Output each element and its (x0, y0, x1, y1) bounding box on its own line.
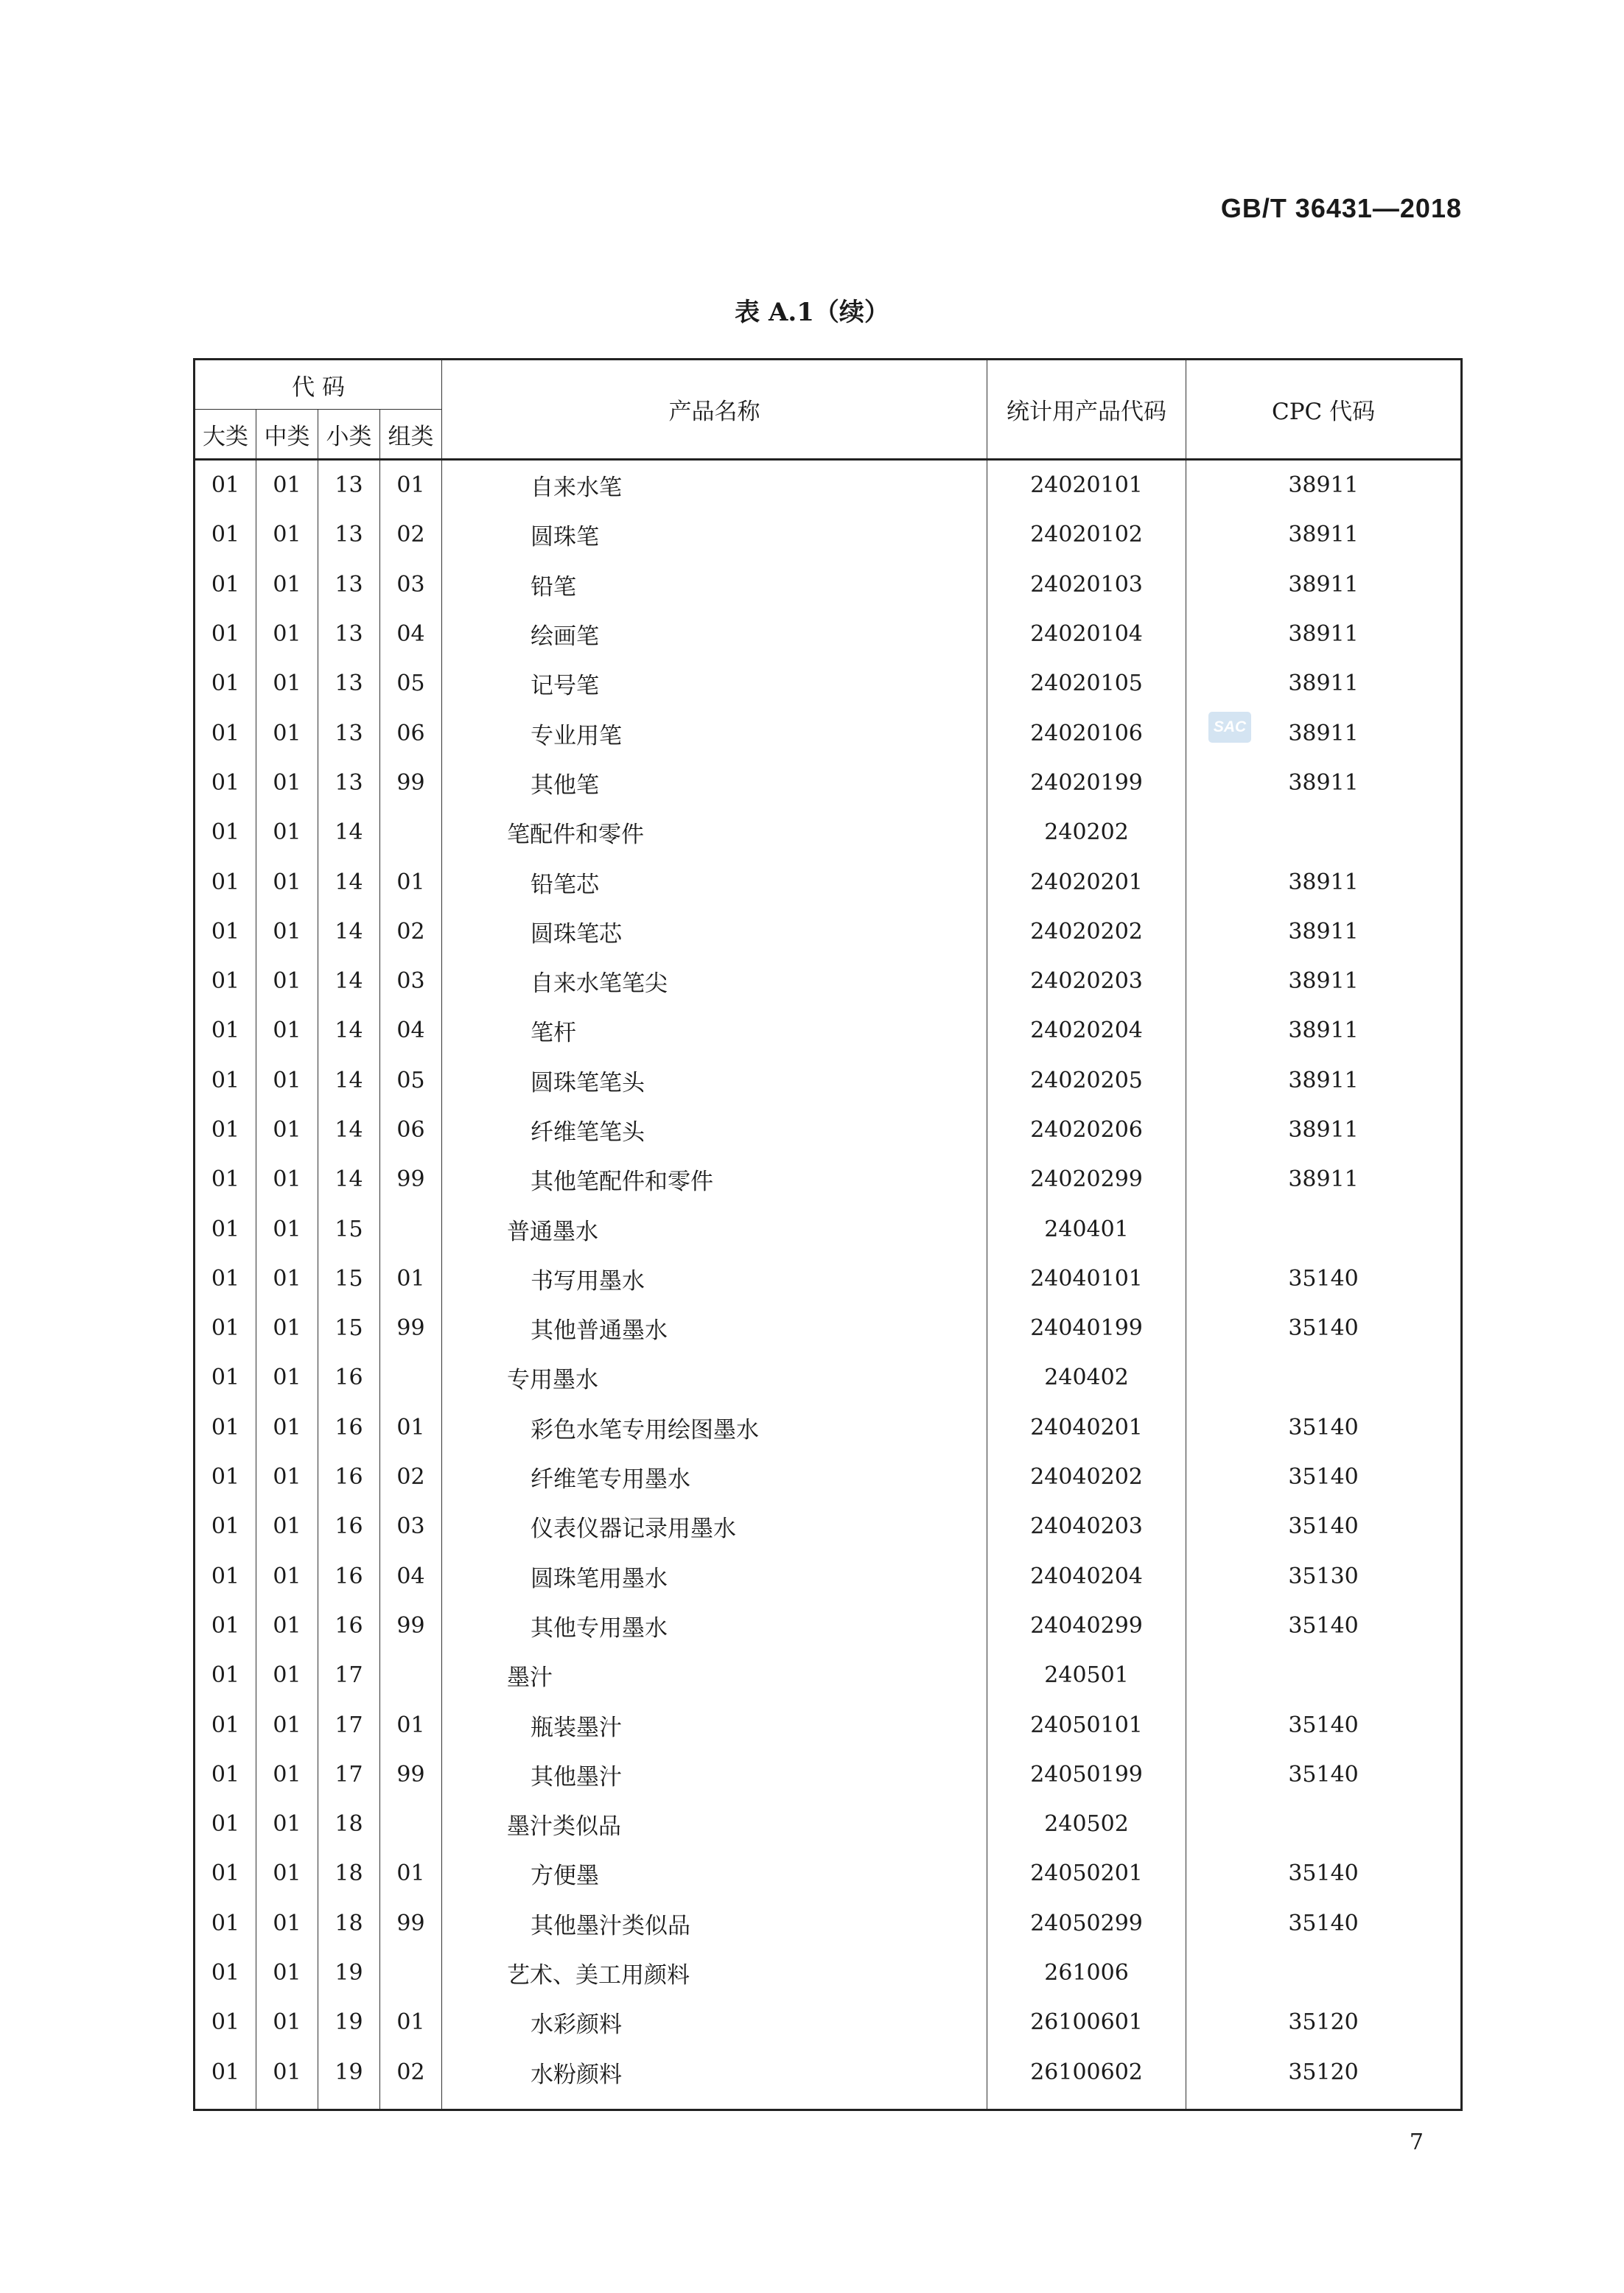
stat-code-cell: 24020101 (987, 460, 1186, 511)
cpc-code-cell: 38911 (1186, 758, 1462, 808)
cpc-code-cell: 35130 (1186, 1552, 1462, 1601)
middle-code-cell: 01 (256, 2048, 318, 2097)
product-name-cell: 圆珠笔芯 (442, 907, 987, 956)
major-code-cell: 01 (195, 560, 256, 609)
stat-code-cell: 261006 (987, 1948, 1186, 1998)
table-row (195, 560, 1462, 609)
major-code-cell: 01 (195, 1254, 256, 1303)
middle-code-cell: 01 (256, 1105, 318, 1155)
middle-code-cell: 01 (256, 460, 318, 511)
group-code-cell: 02 (380, 1452, 442, 1502)
minor-code-cell: 16 (318, 1552, 380, 1601)
product-name-cell: 其他普通墨水 (442, 1303, 987, 1353)
stat-code-cell: 24020105 (987, 659, 1186, 708)
stat-code-cell: 24020205 (987, 1056, 1186, 1105)
product-name-cell: 其他专用墨水 (442, 1601, 987, 1650)
major-code-cell: 01 (195, 907, 256, 956)
stat-code-header: 统计用产品代码 (987, 360, 1186, 460)
middle-code-cell: 01 (256, 808, 318, 857)
middle-code-cell: 01 (256, 907, 318, 956)
stat-code-cell: 240502 (987, 1799, 1186, 1849)
minor-code-cell: 13 (318, 659, 380, 708)
stat-code-cell: 240202 (987, 808, 1186, 857)
cpc-code-cell (1186, 1353, 1462, 1402)
sac-watermark-logo: SAC (1208, 712, 1251, 743)
major-class-header: 大类 (195, 410, 256, 460)
major-code-cell: 01 (195, 1700, 256, 1749)
middle-code-cell: 01 (256, 560, 318, 609)
table-row (195, 1204, 1462, 1253)
stat-code-cell: 24020104 (987, 609, 1186, 659)
group-code-cell: 99 (380, 758, 442, 808)
table-row (195, 1700, 1462, 1749)
table-row (195, 1353, 1462, 1402)
product-name-cell: 纤维笔专用墨水 (442, 1452, 987, 1502)
stat-code-cell: 24020299 (987, 1155, 1186, 1204)
major-code-cell: 01 (195, 1403, 256, 1452)
group-code-cell (380, 808, 442, 857)
minor-code-cell: 16 (318, 1601, 380, 1650)
group-code-cell: 03 (380, 956, 442, 1006)
product-name-cell: 彩色水笔专用绘图墨水 (442, 1403, 987, 1452)
table-row (195, 1006, 1462, 1055)
product-name-cell: 铅笔 (442, 560, 987, 609)
major-code-cell: 01 (195, 708, 256, 757)
cpc-code-cell (1186, 1204, 1462, 1253)
table-row (195, 956, 1462, 1006)
product-name-cell: 专业用笔 (442, 708, 987, 757)
stat-code-cell: 24020106 (987, 708, 1186, 757)
product-name-cell: 水彩颜料 (442, 1998, 987, 2047)
group-code-cell: 01 (380, 460, 442, 511)
cpc-code-cell: 38911 (1186, 907, 1462, 956)
table-row (195, 1155, 1462, 1204)
stat-code-cell: 24020103 (987, 560, 1186, 609)
minor-code-cell: 14 (318, 808, 380, 857)
middle-code-cell: 01 (256, 956, 318, 1006)
middle-code-cell: 01 (256, 1502, 318, 1551)
table-row (195, 1403, 1462, 1452)
spacer-cell (380, 2097, 442, 2110)
group-code-cell: 01 (380, 1254, 442, 1303)
cpc-code-cell: 35140 (1186, 1303, 1462, 1353)
group-code-cell: 03 (380, 1502, 442, 1551)
minor-code-cell: 16 (318, 1353, 380, 1402)
middle-code-cell: 01 (256, 1353, 318, 1402)
middle-code-cell: 01 (256, 1303, 318, 1353)
spacer-cell (1186, 2097, 1462, 2110)
product-code-table (193, 358, 1463, 2111)
major-code-cell: 01 (195, 1650, 256, 1700)
group-code-cell: 04 (380, 609, 442, 659)
table-row (195, 609, 1462, 659)
minor-code-cell: 14 (318, 1105, 380, 1155)
minor-code-cell: 16 (318, 1452, 380, 1502)
table-row (195, 460, 1462, 511)
product-name-header: 产品名称 (442, 360, 987, 460)
major-code-cell: 01 (195, 1601, 256, 1650)
table-body (195, 460, 1462, 2110)
cpc-code-cell: 35140 (1186, 1254, 1462, 1303)
cpc-code-cell: 35140 (1186, 1849, 1462, 1898)
table-row (195, 1502, 1462, 1551)
middle-code-cell: 01 (256, 758, 318, 808)
table-row (195, 510, 1462, 559)
group-code-cell: 04 (380, 1552, 442, 1601)
table-row (195, 1948, 1462, 1998)
cpc-code-cell: 38911 (1186, 510, 1462, 559)
cpc-code-cell (1186, 1650, 1462, 1700)
table-row (195, 2048, 1462, 2097)
table-row (195, 857, 1462, 906)
group-code-cell: 06 (380, 708, 442, 757)
cpc-code-cell: 35140 (1186, 1899, 1462, 1948)
table-row (195, 1650, 1462, 1700)
stat-code-cell: 24020199 (987, 758, 1186, 808)
minor-code-cell: 17 (318, 1750, 380, 1799)
table-row (195, 659, 1462, 708)
group-code-cell: 01 (380, 1849, 442, 1898)
major-code-cell: 01 (195, 1799, 256, 1849)
major-code-cell: 01 (195, 1353, 256, 1402)
stat-code-cell: 24020203 (987, 956, 1186, 1006)
major-code-cell: 01 (195, 609, 256, 659)
stat-code-cell: 24040204 (987, 1552, 1186, 1601)
product-name-cell: 仪表仪器记录用墨水 (442, 1502, 987, 1551)
stat-code-cell: 24050201 (987, 1849, 1186, 1898)
major-code-cell: 01 (195, 2048, 256, 2097)
product-name-cell: 墨汁类似品 (442, 1799, 987, 1849)
stat-code-cell: 24020204 (987, 1006, 1186, 1055)
table-row (195, 808, 1462, 857)
stat-code-cell: 24040199 (987, 1303, 1186, 1353)
stat-code-cell: 240402 (987, 1353, 1186, 1402)
product-name-cell: 铅笔芯 (442, 857, 987, 906)
major-code-cell: 01 (195, 460, 256, 511)
minor-code-cell: 15 (318, 1204, 380, 1253)
table-row (195, 1899, 1462, 1948)
middle-code-cell: 01 (256, 1006, 318, 1055)
group-code-cell: 05 (380, 1056, 442, 1105)
product-name-cell: 绘画笔 (442, 609, 987, 659)
major-code-cell: 01 (195, 857, 256, 906)
cpc-code-cell: 35120 (1186, 1998, 1462, 2047)
middle-code-cell: 01 (256, 857, 318, 906)
major-code-cell: 01 (195, 956, 256, 1006)
product-name-cell: 笔杆 (442, 1006, 987, 1055)
table-row (195, 1601, 1462, 1650)
major-code-cell: 01 (195, 1303, 256, 1353)
group-code-cell: 99 (380, 1750, 442, 1799)
middle-code-cell: 01 (256, 1601, 318, 1650)
minor-code-cell: 14 (318, 1006, 380, 1055)
group-code-cell (380, 1799, 442, 1849)
cpc-code-cell (1186, 1948, 1462, 1998)
group-code-cell: 02 (380, 2048, 442, 2097)
cpc-code-cell: 38911 (1186, 560, 1462, 609)
product-name-cell: 瓶装墨汁 (442, 1700, 987, 1749)
minor-code-cell: 18 (318, 1899, 380, 1948)
major-code-cell: 01 (195, 1204, 256, 1253)
table-row (195, 1849, 1462, 1898)
product-name-cell: 普通墨水 (442, 1204, 987, 1253)
minor-code-cell: 15 (318, 1254, 380, 1303)
minor-code-cell: 17 (318, 1650, 380, 1700)
minor-code-cell: 15 (318, 1303, 380, 1353)
major-code-cell: 01 (195, 510, 256, 559)
minor-code-cell: 18 (318, 1799, 380, 1849)
product-name-cell: 其他墨汁类似品 (442, 1899, 987, 1948)
minor-code-cell: 13 (318, 510, 380, 559)
cpc-code-cell: 35140 (1186, 1502, 1462, 1551)
cpc-code-cell: 38911 (1186, 659, 1462, 708)
minor-code-cell: 19 (318, 2048, 380, 2097)
group-code-cell: 02 (380, 510, 442, 559)
group-code-cell: 01 (380, 1700, 442, 1749)
middle-code-cell: 01 (256, 510, 318, 559)
group-code-cell (380, 1650, 442, 1700)
stat-code-cell: 26100602 (987, 2048, 1186, 2097)
product-name-cell: 其他墨汁 (442, 1750, 987, 1799)
stat-code-cell: 24040201 (987, 1403, 1186, 1452)
minor-code-cell: 13 (318, 460, 380, 511)
group-code-cell: 99 (380, 1303, 442, 1353)
middle-code-cell: 01 (256, 1799, 318, 1849)
table-row (195, 1056, 1462, 1105)
page-number: 7 (1409, 2129, 1424, 2155)
code-group-header: 代 码 (195, 360, 442, 410)
cpc-code-cell: 38911 (1186, 1105, 1462, 1155)
cpc-code-cell: 38911 (1186, 857, 1462, 906)
product-name-cell: 专用墨水 (442, 1353, 987, 1402)
minor-code-cell: 18 (318, 1849, 380, 1898)
minor-code-cell: 13 (318, 708, 380, 757)
minor-code-cell: 13 (318, 560, 380, 609)
group-class-header: 组类 (380, 410, 442, 460)
table-row (195, 1303, 1462, 1353)
major-code-cell: 01 (195, 1998, 256, 2047)
stat-code-cell: 24050299 (987, 1899, 1186, 1948)
middle-code-cell: 01 (256, 1452, 318, 1502)
middle-code-cell: 01 (256, 1700, 318, 1749)
table-row (195, 1254, 1462, 1303)
product-name-cell: 纤维笔笔头 (442, 1105, 987, 1155)
minor-code-cell: 14 (318, 1155, 380, 1204)
cpc-code-cell: 38911 (1186, 1006, 1462, 1055)
stat-code-cell: 24020202 (987, 907, 1186, 956)
major-code-cell: 01 (195, 1948, 256, 1998)
table-row (195, 1552, 1462, 1601)
table-bottom-spacer (195, 2097, 1462, 2110)
cpc-code-cell (1186, 1799, 1462, 1849)
middle-code-cell: 01 (256, 1204, 318, 1253)
minor-code-cell: 14 (318, 857, 380, 906)
middle-code-cell: 01 (256, 708, 318, 757)
middle-code-cell: 01 (256, 1998, 318, 2047)
minor-code-cell: 13 (318, 609, 380, 659)
middle-code-cell: 01 (256, 1155, 318, 1204)
product-name-cell: 其他笔配件和零件 (442, 1155, 987, 1204)
product-name-cell: 方便墨 (442, 1849, 987, 1898)
minor-code-cell: 14 (318, 1056, 380, 1105)
group-code-cell (380, 1353, 442, 1402)
table-row (195, 1750, 1462, 1799)
spacer-cell (987, 2097, 1186, 2110)
stat-code-cell: 24040202 (987, 1452, 1186, 1502)
spacer-cell (442, 2097, 987, 2110)
table-row (195, 708, 1462, 757)
group-code-cell: 06 (380, 1105, 442, 1155)
middle-class-header: 中类 (256, 410, 318, 460)
product-name-cell: 圆珠笔用墨水 (442, 1552, 987, 1601)
stat-code-cell: 24020102 (987, 510, 1186, 559)
table-row (195, 1452, 1462, 1502)
cpc-code-cell (1186, 808, 1462, 857)
stat-code-cell: 240401 (987, 1204, 1186, 1253)
group-code-cell: 03 (380, 560, 442, 609)
major-code-cell: 01 (195, 1502, 256, 1551)
cpc-code-cell: 35140 (1186, 1700, 1462, 1749)
product-name-cell: 墨汁 (442, 1650, 987, 1700)
minor-class-header: 小类 (318, 410, 380, 460)
major-code-cell: 01 (195, 1849, 256, 1898)
cpc-code-cell: 38911 (1186, 609, 1462, 659)
minor-code-cell: 19 (318, 1948, 380, 1998)
cpc-code-cell: 38911 (1186, 1056, 1462, 1105)
table-title: 表 A.1（续） (735, 298, 889, 327)
middle-code-cell: 01 (256, 1849, 318, 1898)
major-code-cell: 01 (195, 1056, 256, 1105)
group-code-cell: 02 (380, 907, 442, 956)
product-name-cell: 艺术、美工用颜料 (442, 1948, 987, 1998)
product-name-cell: 笔配件和零件 (442, 808, 987, 857)
cpc-code-cell: 35120 (1186, 2048, 1462, 2097)
middle-code-cell: 01 (256, 1899, 318, 1948)
product-name-cell: 自来水笔笔尖 (442, 956, 987, 1006)
group-code-cell (380, 1948, 442, 1998)
cpc-code-cell: 35140 (1186, 1750, 1462, 1799)
stat-code-cell: 24040203 (987, 1502, 1186, 1551)
stat-code-cell: 240501 (987, 1650, 1186, 1700)
minor-code-cell: 13 (318, 758, 380, 808)
cpc-code-cell: 38911 (1186, 956, 1462, 1006)
major-code-cell: 01 (195, 758, 256, 808)
product-name-cell: 书写用墨水 (442, 1254, 987, 1303)
group-code-cell: 01 (380, 857, 442, 906)
stat-code-cell: 24040101 (987, 1254, 1186, 1303)
cpc-code-cell: 38911 (1186, 1155, 1462, 1204)
spacer-cell (256, 2097, 318, 2110)
stat-code-cell: 24050101 (987, 1700, 1186, 1749)
group-code-cell: 99 (380, 1601, 442, 1650)
major-code-cell: 01 (195, 1155, 256, 1204)
stat-code-cell: 24020201 (987, 857, 1186, 906)
major-code-cell: 01 (195, 659, 256, 708)
cpc-code-cell: 35140 (1186, 1452, 1462, 1502)
middle-code-cell: 01 (256, 1750, 318, 1799)
spacer-cell (318, 2097, 380, 2110)
stat-code-cell: 24050199 (987, 1750, 1186, 1799)
minor-code-cell: 14 (318, 907, 380, 956)
stat-code-cell: 24040299 (987, 1601, 1186, 1650)
middle-code-cell: 01 (256, 1403, 318, 1452)
table-row (195, 1998, 1462, 2047)
middle-code-cell: 01 (256, 1552, 318, 1601)
standard-number: GB/T 36431—2018 (1220, 193, 1462, 223)
middle-code-cell: 01 (256, 1056, 318, 1105)
middle-code-cell: 01 (256, 1650, 318, 1700)
product-name-cell: 自来水笔 (442, 460, 987, 511)
group-code-cell: 01 (380, 1403, 442, 1452)
major-code-cell: 01 (195, 1552, 256, 1601)
minor-code-cell: 19 (318, 1998, 380, 2047)
middle-code-cell: 01 (256, 659, 318, 708)
group-code-cell: 99 (380, 1899, 442, 1948)
cpc-code-cell: 38911 (1186, 708, 1462, 757)
middle-code-cell: 01 (256, 609, 318, 659)
cpc-code-cell: 35140 (1186, 1601, 1462, 1650)
stat-code-cell: 24020206 (987, 1105, 1186, 1155)
product-name-cell: 记号笔 (442, 659, 987, 708)
spacer-cell (195, 2097, 256, 2110)
major-code-cell: 01 (195, 1105, 256, 1155)
group-code-cell: 05 (380, 659, 442, 708)
minor-code-cell: 16 (318, 1403, 380, 1452)
cpc-code-cell: 38911 (1186, 460, 1462, 511)
table-row (195, 758, 1462, 808)
cpc-code-cell: 35140 (1186, 1403, 1462, 1452)
product-name-cell: 其他笔 (442, 758, 987, 808)
middle-code-cell: 01 (256, 1254, 318, 1303)
table-row (195, 1105, 1462, 1155)
major-code-cell: 01 (195, 808, 256, 857)
middle-code-cell: 01 (256, 1948, 318, 1998)
major-code-cell: 01 (195, 1006, 256, 1055)
cpc-code-header: CPC 代码 (1186, 360, 1462, 460)
minor-code-cell: 17 (318, 1700, 380, 1749)
stat-code-cell: 26100601 (987, 1998, 1186, 2047)
table-row (195, 1799, 1462, 1849)
product-name-cell: 圆珠笔 (442, 510, 987, 559)
minor-code-cell: 14 (318, 956, 380, 1006)
major-code-cell: 01 (195, 1899, 256, 1948)
product-name-cell: 水粉颜料 (442, 2048, 987, 2097)
minor-code-cell: 16 (318, 1502, 380, 1551)
group-code-cell: 99 (380, 1155, 442, 1204)
group-code-cell: 01 (380, 1998, 442, 2047)
group-code-cell (380, 1204, 442, 1253)
major-code-cell: 01 (195, 1750, 256, 1799)
group-code-cell: 04 (380, 1006, 442, 1055)
major-code-cell: 01 (195, 1452, 256, 1502)
table-row (195, 907, 1462, 956)
product-name-cell: 圆珠笔笔头 (442, 1056, 987, 1105)
